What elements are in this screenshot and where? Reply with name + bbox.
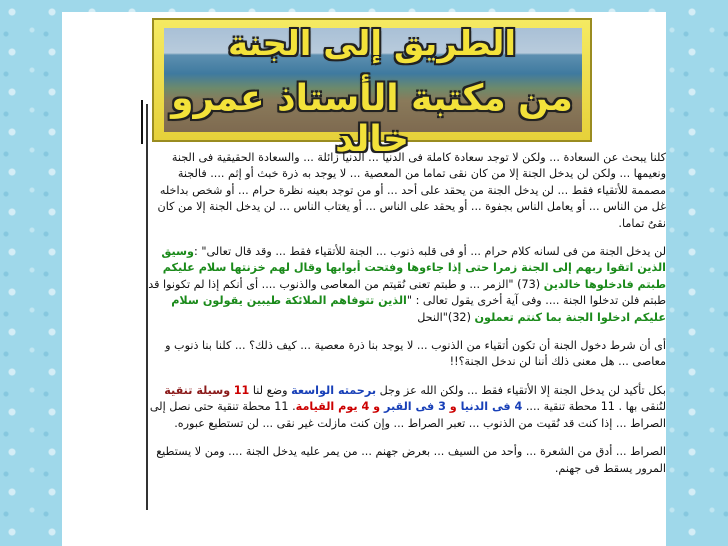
paragraph-4-connector: وضع لنا — [249, 383, 292, 397]
banner-subtitle: من مكتبة الأستاذ عمرو خالد — [171, 78, 573, 160]
paragraph-2-end: (32)"النحل — [417, 310, 471, 324]
paragraph-5: الصراط ... أدق من الشعرة ... وأحد من السيف ... بعرض جهنم ... من يمر عليه يدخل الجنة .... ومن لا يستطيع المرور يسقط فى جهنم. — [156, 445, 666, 475]
quran-verse-nahl: الذين تتوفاهم الملائكة طيبين يقولون سلام عليكم ادخلوا الجنة بما كنتم تعملون — [171, 294, 666, 324]
paragraph-4 — [148, 383, 666, 432]
paragraph-2-intro: لن يدخل الجنة من فى لسانه كلام حرام ... أو فى قلبه ذنوب ... الجنة للأتقياء فقط ... وقد قال تعالى" : — [194, 245, 666, 259]
paragraph-2 — [148, 244, 666, 326]
paragraph-2-middle: (73) "الزمر ... و طبتم تعنى نُقيتم من المعاصى والذنوب .... أى أنكم إذا لم تكونوا قد طبتم فلن تدخلوا الجنة .... وفى آية أخرى يقول تعالى : " — [148, 277, 666, 308]
paragraph-3: أى أن شرط دخول الجنة أن تكون أتقياء من الذنوب ... لا يوجد بنا ذرة معصية ... كيف ذلك؟ ... كلنا بنا ذنوب و معاصى ... هل معنى ذلك أننا لن ندخل الجنة؟!! — [165, 339, 666, 369]
banner-title: الطريق إلى الجنة — [227, 24, 517, 64]
paragraph-4-stations: لنُنقى بها . 11 محطة تنقية .... — [522, 400, 666, 414]
count-eleven: 11 — [233, 383, 250, 397]
article-body — [148, 150, 666, 489]
decorative-line-short — [141, 100, 143, 144]
conjunction-2: و — [369, 400, 384, 414]
mercy-phrase: برحمته الواسعة — [291, 383, 377, 397]
quran-verse-zumar: وسيق الذين اتقوا ربهم إلى الجنة زمرا حتى إذا جاءوها وفتحت أبوابها وقال لهم خزنتها سلام عليكم طبتم فادخلوها خالدين — [161, 245, 666, 291]
paragraph-1: كلنا يبحث عن السعادة ... ولكن لا توجد سعادة كاملة فى الدنيا ... الدنيا زائلة ... والسعادة الحقيقية فى الجنة ونعيمها ... ولكن لن يدخل الجنة إلا من كان نقى تماما من المعصية ... لا يوجد به ذرة خبث أو إثم .... فالجنة مصممة للأتقياء فقط ... لن يدخل الجنة من يحقد على أحد ... أو من توجد بعينه نظرة حرام ... أو شخص بداخله غل من الناس ... أو يعامل الناس بجفوة ... أو يحقد على الناس ... أو يغتاب الناس ... لن يدخل الجنة إلا من كان نقىٌ تماما. — [157, 151, 666, 230]
conjunction-1: و — [445, 400, 461, 414]
purification-means: وسيلة تنقية — [164, 383, 231, 397]
stations-in-grave: 3 فى القبر — [384, 400, 446, 414]
paragraph-4-end: . 11 محطة تنقية حتى نصل إلى الصراط ... إذا كنت قد نُقيت من الذنوب ... تعبر الصراط ... وإن كنت مازلت غير نقى ... لن تستطيع عبوره. — [149, 400, 666, 430]
stations-judgment-day: 4 يوم القيامة — [295, 400, 370, 414]
paragraph-4-intro: بكل تأكيد لن يدخل الجنة إلا الأتقياء فقط ... ولكن الله عز وجل — [376, 383, 666, 397]
title-banner — [152, 18, 592, 160]
stations-in-world: 4 فى الدنيا — [460, 400, 523, 414]
